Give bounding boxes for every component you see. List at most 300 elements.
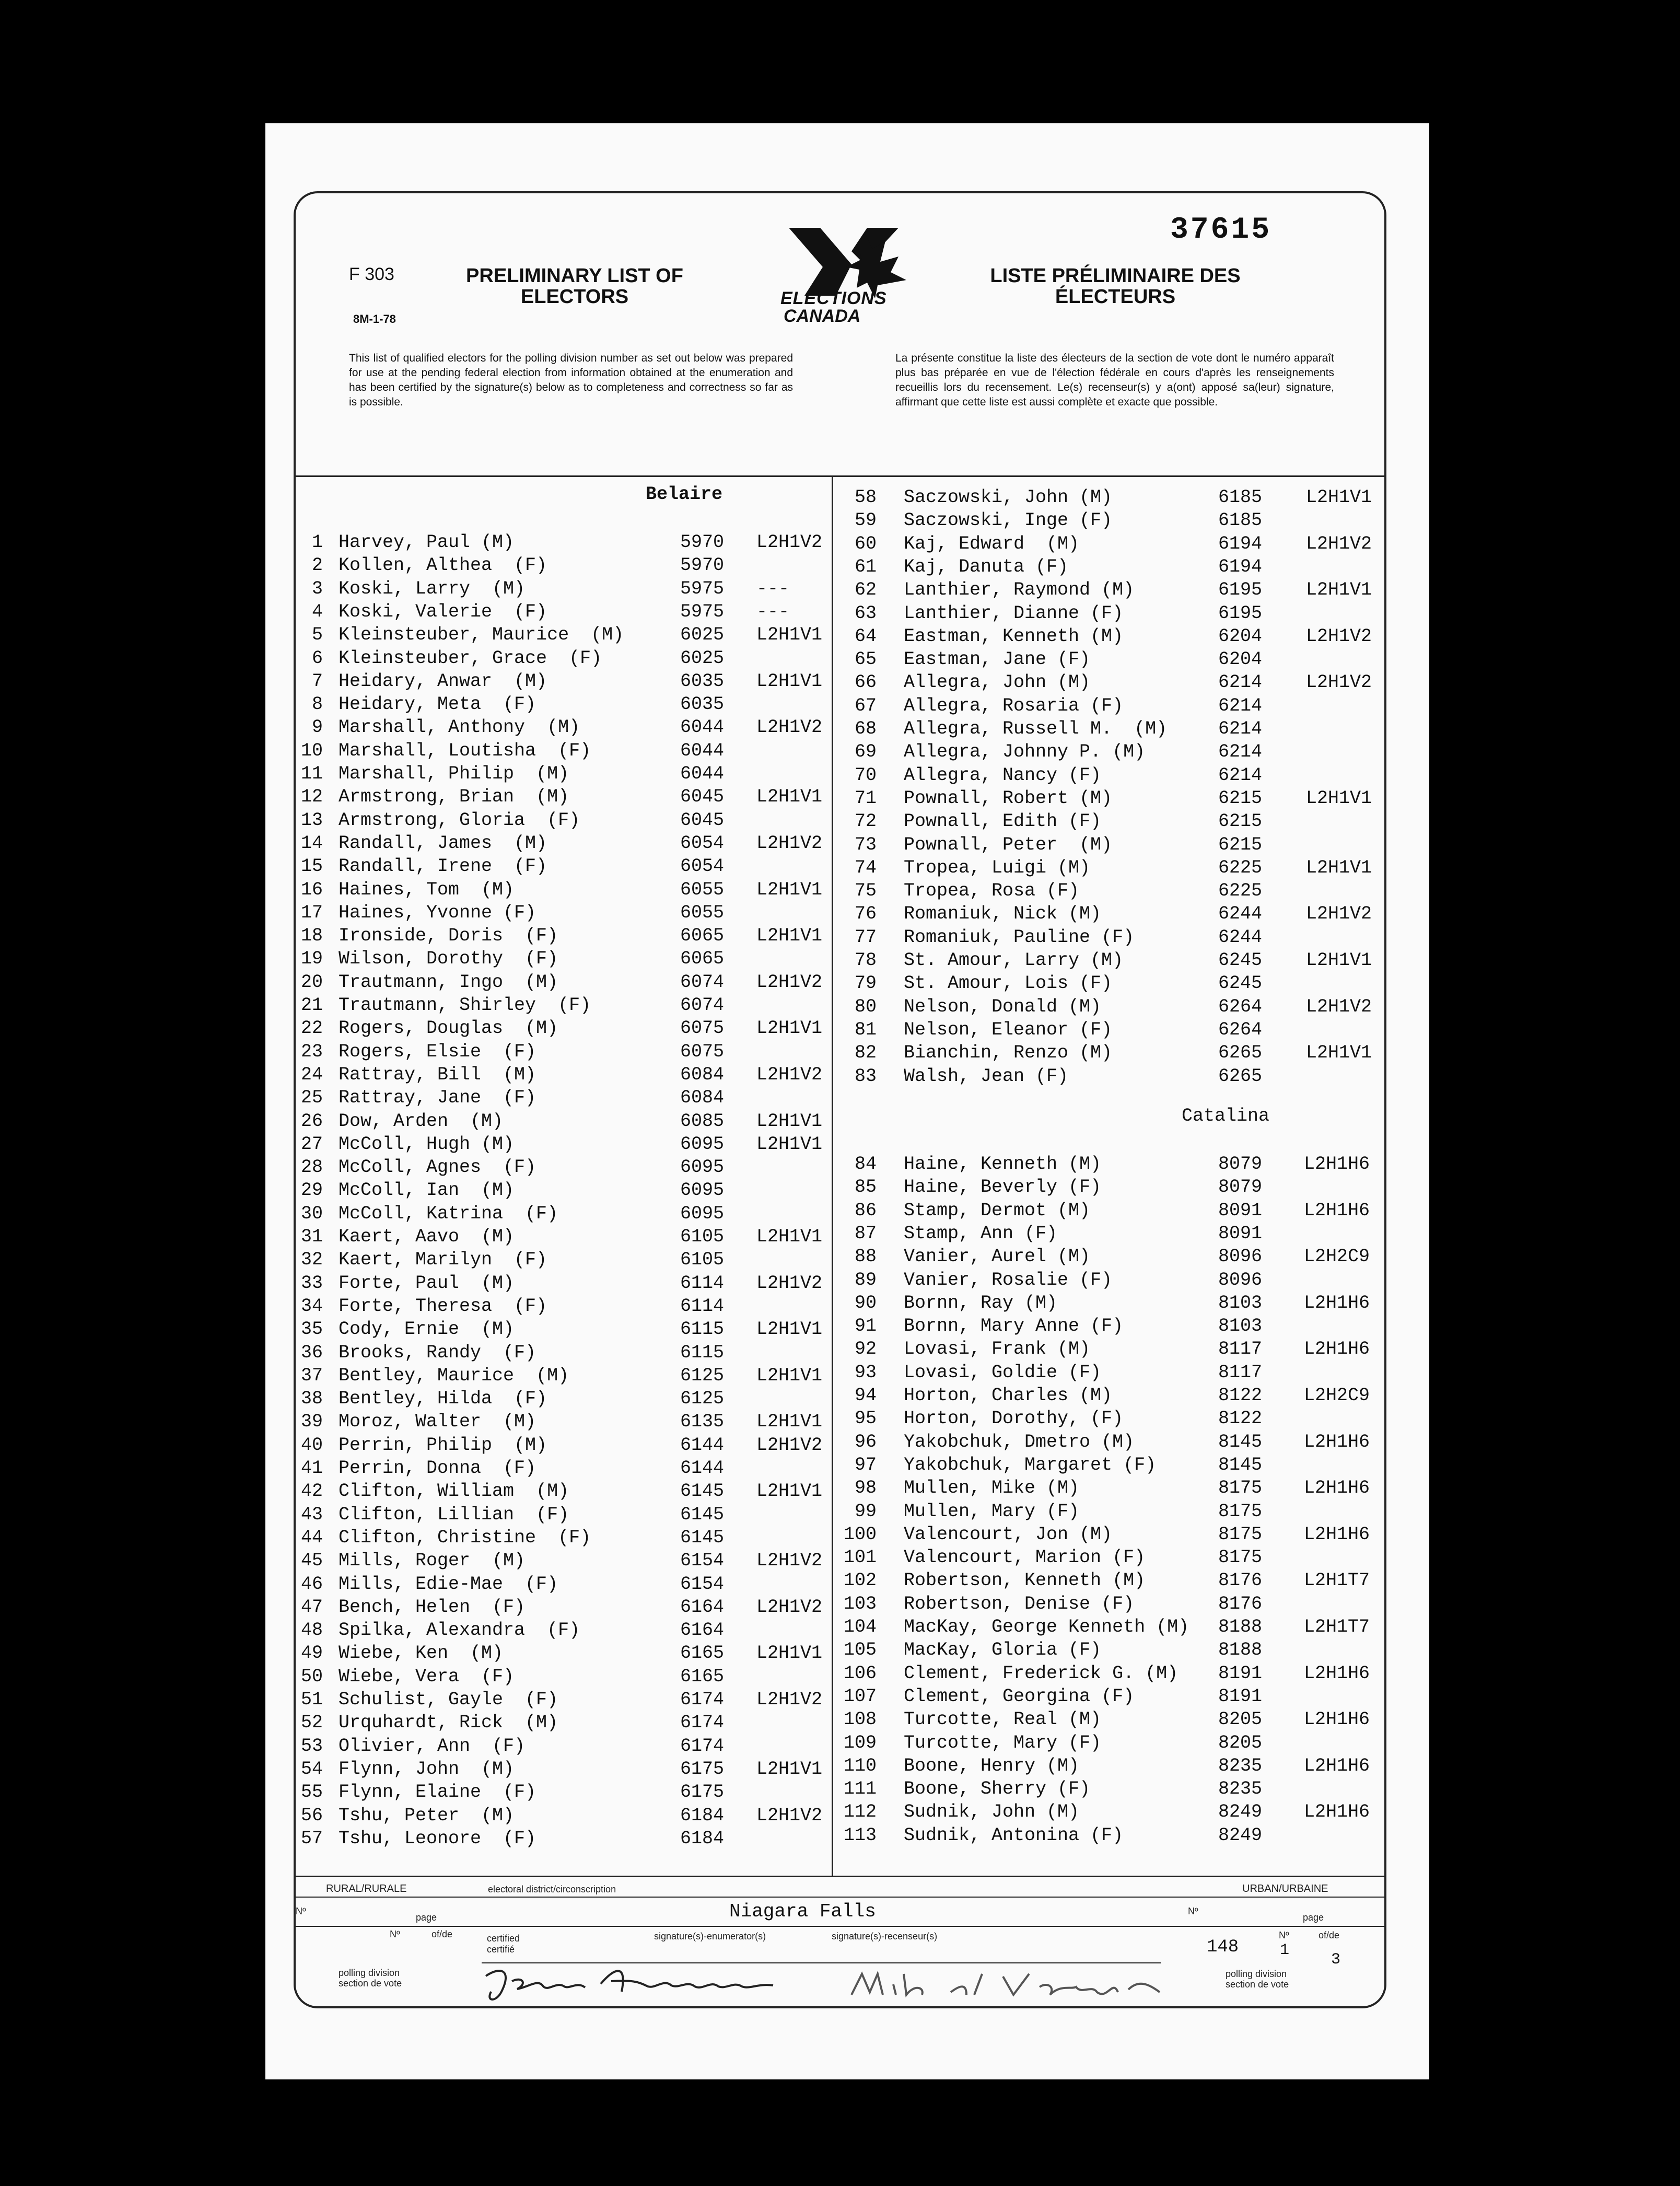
elector-number: 80 <box>854 996 877 1017</box>
civic-number: 6245 <box>1218 973 1263 994</box>
civic-number: 8175 <box>1218 1524 1263 1545</box>
postal-code: --- <box>756 601 790 622</box>
postal-code: L2H1V1 <box>756 925 823 947</box>
elector-name: Kaert, Marilyn (F) <box>339 1249 547 1271</box>
enumerator-signature-2 <box>846 1963 1181 2008</box>
elector-name: Pownall, Peter (M) <box>904 834 1113 855</box>
elector-number: 98 <box>854 1478 877 1499</box>
elector-number: 25 <box>300 1087 323 1109</box>
elector-number: 53 <box>300 1735 323 1757</box>
civic-number: 6174 <box>680 1712 725 1734</box>
elector-number: 89 <box>854 1269 877 1290</box>
elector-name: Mills, Roger (M) <box>339 1550 526 1572</box>
elector-number: 9 <box>311 717 323 738</box>
elector-name: Armstrong, Gloria (F) <box>339 809 580 831</box>
postal-code: L2H1H6 <box>1304 1524 1370 1545</box>
table-bottom-rule <box>294 1876 1386 1877</box>
elector-name: Wiebe, Ken (M) <box>339 1643 504 1664</box>
elector-number: 74 <box>854 857 877 878</box>
civic-number: 6054 <box>680 832 725 854</box>
civic-number: 6174 <box>680 1689 725 1710</box>
elector-number: 96 <box>854 1431 877 1452</box>
urban-of-label: of/de <box>1319 1930 1340 1940</box>
elector-number: 20 <box>300 971 323 993</box>
postal-code: L2H1V2 <box>756 717 823 738</box>
civic-number: 8205 <box>1218 1732 1263 1753</box>
elector-number: 43 <box>300 1504 323 1525</box>
elector-number: 113 <box>843 1824 877 1846</box>
civic-number: 8079 <box>1218 1177 1263 1198</box>
elector-name: St. Amour, Lois (F) <box>904 973 1113 994</box>
elector-number: 34 <box>300 1295 323 1317</box>
enumerator-signature-1 <box>481 1960 784 2010</box>
elector-number: 38 <box>300 1388 323 1410</box>
civic-number: 6264 <box>1218 1019 1263 1040</box>
postal-code: L2H1V1 <box>756 1133 823 1155</box>
elector-number: 68 <box>854 718 877 739</box>
postal-code: L2H1V2 <box>756 1272 823 1294</box>
elector-number: 18 <box>300 925 323 947</box>
elector-number: 1 <box>311 532 323 553</box>
elector-number: 66 <box>854 672 877 693</box>
urban-no2-label: Nº <box>1279 1930 1289 1940</box>
civic-number: 6055 <box>680 879 725 900</box>
elector-name: Rattray, Jane (F) <box>339 1087 536 1109</box>
elector-name: Yakobchuk, Margaret (F) <box>904 1454 1157 1475</box>
elector-name: Romaniuk, Nick (M) <box>904 903 1102 925</box>
elector-name: Forte, Paul (M) <box>339 1272 515 1294</box>
polling-division-number: 148 <box>1207 1937 1239 1957</box>
postal-code: L2H1V2 <box>756 1689 823 1710</box>
civic-number: 6215 <box>1218 787 1263 809</box>
civic-number: 5970 <box>680 555 725 576</box>
elector-number: 2 <box>311 555 323 576</box>
title-french: LISTE PRÉLIMINAIRE DES ÉLECTEURS <box>990 265 1241 308</box>
postal-code: L2H1V1 <box>756 1110 823 1132</box>
elector-name: Clifton, Christine (F) <box>339 1527 591 1548</box>
elector-name: Ironside, Doris (F) <box>339 925 558 947</box>
civic-number: 6045 <box>680 786 725 808</box>
elector-number: 27 <box>300 1133 323 1155</box>
table-top-rule <box>294 475 1386 477</box>
elector-name: Wiebe, Vera (F) <box>339 1666 515 1687</box>
postal-code: L2H1V1 <box>756 1758 823 1780</box>
elector-number: 93 <box>854 1362 877 1383</box>
civic-number: 6215 <box>1218 811 1263 832</box>
postal-code: L2H1V1 <box>756 1481 823 1502</box>
elector-number: 70 <box>854 764 877 786</box>
elector-name: Tropea, Rosa (F) <box>904 880 1080 902</box>
elector-number: 29 <box>300 1180 323 1201</box>
elector-name: Brooks, Randy (F) <box>339 1342 536 1363</box>
postal-code: L2H1H6 <box>1304 1755 1370 1776</box>
elector-name: Pownall, Robert (M) <box>904 787 1113 809</box>
elector-name: Tshu, Peter (M) <box>339 1805 515 1826</box>
elector-number: 21 <box>300 995 323 1016</box>
elector-number: 23 <box>300 1041 323 1062</box>
postal-code: L2H1V1 <box>1306 857 1372 878</box>
civic-number: 8249 <box>1218 1824 1263 1846</box>
elector-number: 33 <box>300 1272 323 1294</box>
postal-code: --- <box>756 578 790 599</box>
elector-name: Marshall, Philip (M) <box>339 763 569 784</box>
elector-name: Allegra, Nancy (F) <box>904 764 1102 786</box>
civic-number: 6075 <box>680 1018 725 1039</box>
civic-number: 8175 <box>1218 1547 1263 1568</box>
elector-number: 39 <box>300 1411 323 1433</box>
civic-number: 6185 <box>1218 510 1263 531</box>
civic-number: 6125 <box>680 1365 725 1386</box>
civic-number: 6145 <box>680 1504 725 1525</box>
elector-number: 71 <box>854 787 877 809</box>
elector-number: 105 <box>843 1640 877 1661</box>
civic-number: 6065 <box>680 925 725 947</box>
elector-number: 82 <box>854 1042 877 1064</box>
elector-number: 22 <box>300 1018 323 1039</box>
civic-number: 6214 <box>1218 718 1263 739</box>
elector-name: McColl, Katrina (F) <box>339 1203 558 1224</box>
elector-name: Haine, Beverly (F) <box>904 1177 1102 1198</box>
elector-number: 102 <box>843 1570 877 1591</box>
civic-number: 6074 <box>680 971 725 993</box>
postal-code: L2H1H6 <box>1304 1478 1370 1499</box>
civic-number: 6244 <box>1218 926 1263 948</box>
elector-name: Haines, Tom (M) <box>339 879 515 900</box>
postal-code: L2H1V2 <box>1306 996 1372 1017</box>
elector-number: 52 <box>300 1712 323 1734</box>
elector-number: 47 <box>300 1596 323 1618</box>
postal-code: L2H1V2 <box>756 1434 823 1456</box>
elector-number: 17 <box>300 902 323 923</box>
elector-number: 81 <box>854 1019 877 1040</box>
elector-name: Nelson, Eleanor (F) <box>904 1019 1113 1040</box>
civic-number: 6084 <box>680 1064 725 1085</box>
elector-name: Lovasi, Goldie (F) <box>904 1362 1102 1383</box>
elector-name: Rattray, Bill (M) <box>339 1064 536 1085</box>
elector-number: 112 <box>843 1801 877 1823</box>
civic-number: 8096 <box>1218 1246 1263 1268</box>
elector-name: Turcotte, Real (M) <box>904 1709 1102 1730</box>
elector-number: 44 <box>300 1527 323 1548</box>
civic-number: 6175 <box>680 1758 725 1780</box>
elector-number: 42 <box>300 1481 323 1502</box>
elector-number: 108 <box>843 1709 877 1730</box>
elector-name: Clement, Frederick G. (M) <box>904 1662 1179 1684</box>
civic-number: 6175 <box>680 1782 725 1803</box>
page-of: 3 <box>1331 1951 1341 1969</box>
elector-number: 64 <box>854 625 877 647</box>
elector-name: Tropea, Luigi (M) <box>904 857 1091 878</box>
elector-number: 63 <box>854 602 877 624</box>
civic-number: 6194 <box>1218 533 1263 554</box>
elector-name: Yakobchuk, Dmetro (M) <box>904 1431 1135 1452</box>
civic-number: 6215 <box>1218 834 1263 855</box>
elector-name: Tshu, Leonore (F) <box>339 1828 536 1849</box>
civic-number: 8096 <box>1218 1269 1263 1290</box>
civic-number: 6174 <box>680 1735 725 1757</box>
elector-number: 51 <box>300 1689 323 1710</box>
elector-name: Kleinsteuber, Maurice (M) <box>339 624 624 646</box>
elections-canada-logo <box>773 223 914 327</box>
civic-number: 6105 <box>680 1226 725 1247</box>
elector-number: 24 <box>300 1064 323 1085</box>
civic-number: 8145 <box>1218 1454 1263 1475</box>
civic-number: 6115 <box>680 1319 725 1340</box>
elector-name: Randall, Irene (F) <box>339 856 547 877</box>
elector-name: Kleinsteuber, Grace (F) <box>339 647 602 669</box>
civic-number: 8117 <box>1218 1362 1263 1383</box>
elector-number: 37 <box>300 1365 323 1386</box>
elector-name: Flynn, John (M) <box>339 1758 515 1780</box>
page-number: 1 <box>1280 1941 1290 1959</box>
elector-number: 77 <box>854 926 877 948</box>
elector-name: Schulist, Gayle (F) <box>339 1689 558 1710</box>
column-divider <box>832 475 833 1876</box>
civic-number: 8205 <box>1218 1709 1263 1730</box>
elector-number: 32 <box>300 1249 323 1271</box>
civic-number: 6044 <box>680 740 725 761</box>
elector-number: 54 <box>300 1758 323 1780</box>
elector-number: 45 <box>300 1550 323 1572</box>
postal-code: L2H1V2 <box>756 1596 823 1618</box>
civic-number: 8188 <box>1218 1617 1263 1637</box>
elector-number: 99 <box>854 1501 877 1522</box>
footer-rule-1 <box>294 1897 1386 1898</box>
elector-number: 56 <box>300 1805 323 1826</box>
elector-name: Kollen, Althea (F) <box>339 555 547 576</box>
elector-name: Flynn, Elaine (F) <box>339 1782 536 1803</box>
certified-label: certified certifié <box>487 1933 520 1955</box>
elector-number: 4 <box>311 601 323 622</box>
elector-name: Clifton, William (M) <box>339 1481 569 1502</box>
rural-label: RURAL/RURALE <box>326 1883 407 1894</box>
civic-number: 8079 <box>1218 1154 1263 1175</box>
elector-name: Saczowski, John (M) <box>904 487 1113 508</box>
elector-name: Bench, Helen (F) <box>339 1596 526 1618</box>
elector-name: Rogers, Douglas (M) <box>339 1018 558 1039</box>
elector-name: Cody, Ernie (M) <box>339 1319 515 1340</box>
elector-number: 3 <box>311 578 323 599</box>
postal-code: L2H1T7 <box>1304 1617 1370 1637</box>
civic-number: 6244 <box>1218 903 1263 925</box>
civic-number: 6225 <box>1218 880 1263 902</box>
urban-label: URBAN/URBAINE <box>1242 1883 1328 1894</box>
civic-number: 6095 <box>680 1203 725 1224</box>
elector-name: Bianchin, Renzo (M) <box>904 1042 1113 1064</box>
civic-number: 6044 <box>680 763 725 784</box>
postal-code: L2H1V1 <box>756 1365 823 1386</box>
postal-code: L2H1V2 <box>756 1064 823 1085</box>
civic-number: 6045 <box>680 809 725 831</box>
postal-code: L2H1V2 <box>756 1550 823 1572</box>
elector-number: 107 <box>843 1685 877 1707</box>
elector-name: Stamp, Ann (F) <box>904 1223 1058 1244</box>
civic-number: 8175 <box>1218 1478 1263 1499</box>
civic-number: 6095 <box>680 1180 725 1201</box>
postal-code: L2H1V1 <box>756 670 823 692</box>
elector-name: Nelson, Donald (M) <box>904 996 1102 1017</box>
elector-number: 111 <box>843 1778 877 1800</box>
elector-number: 19 <box>300 948 323 970</box>
elector-name: Perrin, Philip (M) <box>339 1434 547 1456</box>
footer-rule-2 <box>294 1926 1386 1927</box>
postal-code: L2H1V1 <box>756 624 823 646</box>
elector-number: 95 <box>854 1408 877 1429</box>
elector-name: Olivier, Ann (F) <box>339 1735 526 1757</box>
elector-number: 26 <box>300 1110 323 1132</box>
civic-number: 6025 <box>680 624 725 646</box>
elector-name: Randall, James (M) <box>339 832 547 854</box>
civic-number: 6184 <box>680 1805 725 1826</box>
civic-number: 6214 <box>1218 695 1263 716</box>
civic-number: 6135 <box>680 1411 725 1433</box>
civic-number: 8175 <box>1218 1501 1263 1522</box>
civic-number: 6185 <box>1218 487 1263 508</box>
polling-division-label-left: polling division section de vote <box>339 1968 402 1989</box>
elector-name: Clement, Georgina (F) <box>904 1685 1135 1707</box>
serial-number: 37615 <box>1170 213 1272 247</box>
form-edition: 8M-1-78 <box>353 312 396 325</box>
elector-name: Harvey, Paul (M) <box>339 532 515 553</box>
civic-number: 6115 <box>680 1342 725 1363</box>
civic-number: 6114 <box>680 1272 725 1294</box>
elector-name: Allegra, Russell M. (M) <box>904 718 1168 739</box>
elector-name: Bornn, Ray (M) <box>904 1292 1058 1313</box>
elector-number: 85 <box>854 1177 877 1198</box>
elector-name: Bentley, Hilda (F) <box>339 1388 547 1410</box>
elector-name: Allegra, John (M) <box>904 672 1091 693</box>
postal-code: L2H1V2 <box>756 971 823 993</box>
civic-number: 6164 <box>680 1620 725 1641</box>
civic-number: 6145 <box>680 1527 725 1548</box>
elector-name: Kaj, Edward (M) <box>904 533 1080 554</box>
elector-number: 49 <box>300 1643 323 1664</box>
civic-number: 6054 <box>680 856 725 877</box>
civic-number: 6265 <box>1218 1042 1263 1064</box>
civic-number: 8117 <box>1218 1339 1263 1360</box>
elector-number: 5 <box>311 624 323 646</box>
elector-name: Vanier, Aurel (M) <box>904 1246 1091 1268</box>
postal-code: L2H1V1 <box>1306 1042 1372 1064</box>
elector-number: 78 <box>854 950 877 971</box>
civic-number: 8188 <box>1218 1640 1263 1661</box>
civic-number: 6154 <box>680 1550 725 1572</box>
elector-name: Allegra, Rosaria (F) <box>904 695 1124 716</box>
elector-number: 72 <box>854 811 877 832</box>
elector-number: 48 <box>300 1620 323 1641</box>
postal-code: L2H1V1 <box>1306 950 1372 971</box>
elector-number: 35 <box>300 1319 323 1340</box>
elector-name: Marshall, Anthony (M) <box>339 717 580 738</box>
postal-code: L2H1V1 <box>756 879 823 900</box>
elector-name: Robertson, Denise (F) <box>904 1593 1135 1614</box>
elector-name: Haines, Yvonne (F) <box>339 902 536 923</box>
logo-text-canada: CANADA <box>784 306 861 326</box>
postal-code: L2H1H6 <box>1304 1200 1370 1221</box>
elector-number: 58 <box>854 487 877 508</box>
rural-no-label: Nº <box>296 1906 306 1916</box>
civic-number: 6165 <box>680 1643 725 1664</box>
elector-name: McColl, Agnes (F) <box>339 1157 536 1178</box>
civic-number: 6125 <box>680 1388 725 1410</box>
postal-code: L2H1H6 <box>1304 1339 1370 1360</box>
elector-name: Sudnik, John (M) <box>904 1801 1080 1823</box>
civic-number: 6214 <box>1218 741 1263 763</box>
elector-name: Bornn, Mary Anne (F) <box>904 1316 1124 1337</box>
elector-name: St. Amour, Larry (M) <box>904 950 1124 971</box>
postal-code: L2H1V2 <box>1306 625 1372 647</box>
civic-number: 6144 <box>680 1458 725 1479</box>
elector-number: 11 <box>300 763 323 784</box>
postal-code: L2H2C9 <box>1304 1385 1370 1406</box>
elector-name: Kaj, Danuta (F) <box>904 556 1069 577</box>
elector-name: Haine, Kenneth (M) <box>904 1154 1102 1175</box>
elector-name: Heidary, Meta (F) <box>339 694 536 715</box>
civic-number: 6145 <box>680 1481 725 1502</box>
civic-number: 5970 <box>680 532 725 553</box>
elector-name: Marshall, Loutisha (F) <box>339 740 591 761</box>
civic-number: 8235 <box>1218 1778 1263 1800</box>
signature-enumerator-label: signature(s)-enumerator(s) <box>654 1931 766 1941</box>
elector-number: 59 <box>854 510 877 531</box>
civic-number: 8191 <box>1218 1662 1263 1684</box>
postal-code: L2H1V1 <box>1306 787 1372 809</box>
elector-name: Kaert, Aavo (M) <box>339 1226 515 1247</box>
postal-code: L2H1H6 <box>1304 1801 1370 1823</box>
elector-name: Wilson, Dorothy (F) <box>339 948 558 970</box>
elector-name: Stamp, Dermot (M) <box>904 1200 1091 1221</box>
elector-number: 92 <box>854 1339 877 1360</box>
elector-number: 13 <box>300 809 323 831</box>
elector-number: 12 <box>300 786 323 808</box>
civic-number: 6245 <box>1218 950 1263 971</box>
elector-name: Moroz, Walter (M) <box>339 1411 536 1433</box>
elector-number: 83 <box>854 1065 877 1087</box>
civic-number: 8091 <box>1218 1200 1263 1221</box>
postal-code: L2H1H6 <box>1304 1662 1370 1684</box>
civic-number: 8235 <box>1218 1755 1263 1776</box>
elector-number: 41 <box>300 1458 323 1479</box>
civic-number: 6154 <box>680 1573 725 1595</box>
elector-name: Mullen, Mike (M) <box>904 1478 1080 1499</box>
postal-code: L2H1H6 <box>1304 1292 1370 1313</box>
postal-code: L2H1V2 <box>1306 672 1372 693</box>
civic-number: 8103 <box>1218 1316 1263 1337</box>
elector-number: 88 <box>854 1246 877 1268</box>
civic-number: 8191 <box>1218 1685 1263 1707</box>
elector-number: 67 <box>854 695 877 716</box>
elector-name: Koski, Larry (M) <box>339 578 526 599</box>
postal-code: L2H1H6 <box>1304 1154 1370 1175</box>
postal-code: L2H1V1 <box>756 1226 823 1247</box>
elector-number: 46 <box>300 1573 323 1595</box>
elector-name: Eastman, Kenneth (M) <box>904 625 1124 647</box>
elector-name: Boone, Sherry (F) <box>904 1778 1091 1800</box>
postal-code: L2H1V1 <box>756 1411 823 1433</box>
elector-number: 65 <box>854 649 877 670</box>
elector-name: Spilka, Alexandra (F) <box>339 1620 580 1641</box>
postal-code: L2H1V1 <box>756 1643 823 1664</box>
elector-number: 8 <box>311 694 323 715</box>
civic-number: 6065 <box>680 948 725 970</box>
civic-number: 6214 <box>1218 672 1263 693</box>
elector-number: 79 <box>854 973 877 994</box>
postal-code: L2H1V2 <box>756 1805 823 1826</box>
civic-number: 6195 <box>1218 602 1263 624</box>
civic-number: 6195 <box>1218 579 1263 601</box>
postal-code: L2H1V1 <box>1306 579 1372 601</box>
elector-name: Horton, Charles (M) <box>904 1385 1113 1406</box>
